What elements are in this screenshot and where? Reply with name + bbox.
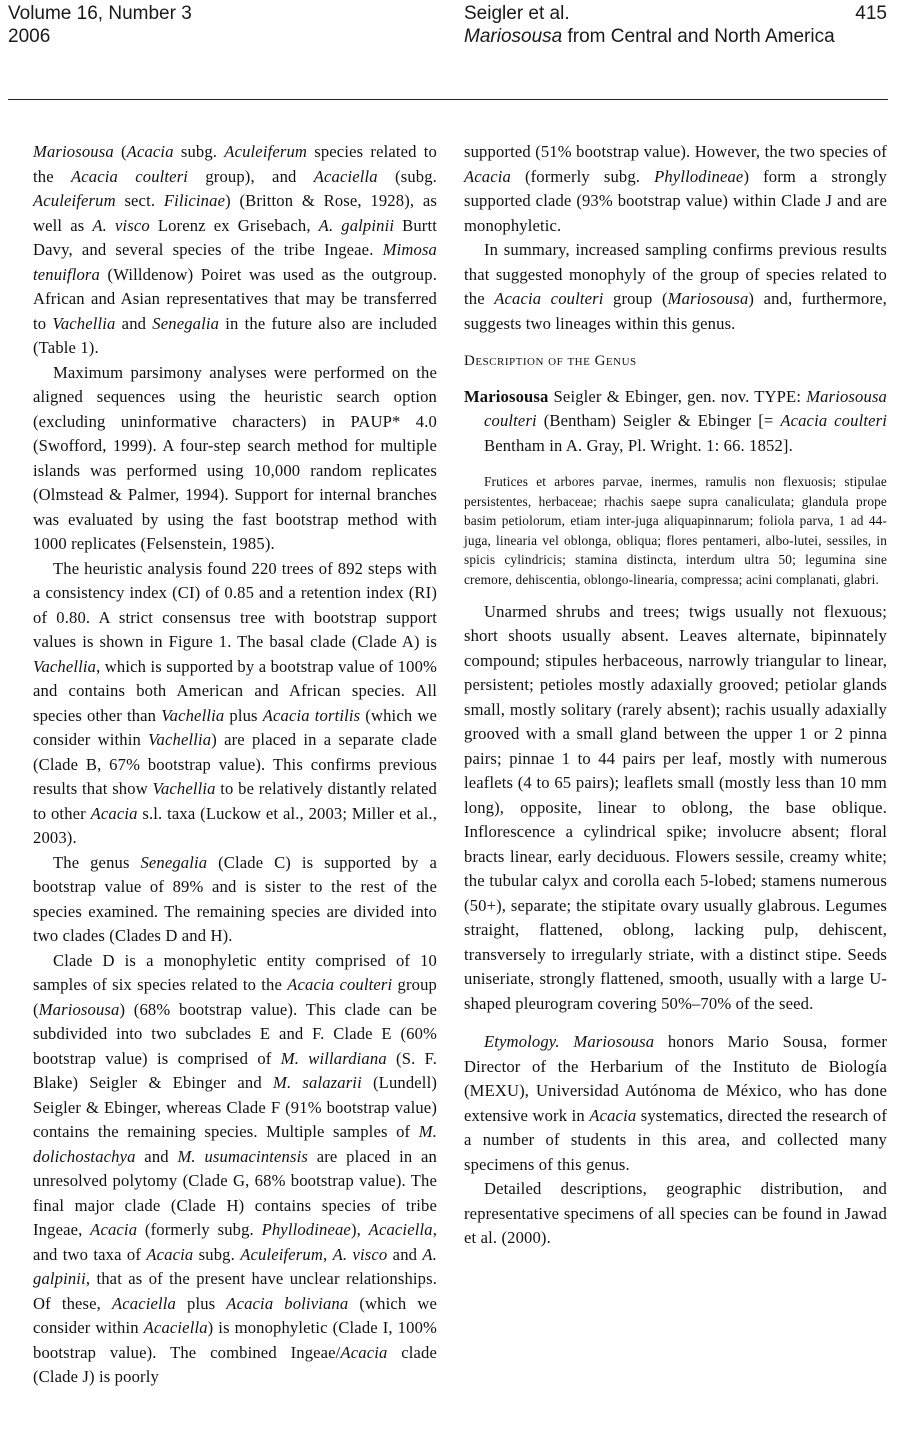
italic-term: Senegalia: [152, 313, 220, 333]
italic-term: Mariosousa: [667, 289, 749, 308]
italic-term: Aculeiferum: [240, 1244, 323, 1264]
italic-term: Acacia: [126, 142, 174, 161]
italic-term: Vachellia: [148, 730, 212, 749]
page-number: 415: [855, 3, 887, 24]
etymology: Etymology. Mariosousa honors Mario Sousa, former Director of the Herbarium of the Instituto de Biología (MEXU), Universidad Autónoma de México, who has done extensive work in Acacia systematics, directed the research of a number of students in this area, and collected many specimens of this genus.: [464, 1032, 887, 1174]
genus-description: Unarmed shrubs and trees; twigs usually not flexuous; short shoots usually absent. Leaves alternate, bipinnately compound; stipules herbaceous, narrowly triangular to linear, persistent; petioles mostly adaxially grooved; petiolar glands small, mostly solitary (rarely absent); rachis usually adaxially grooved with a small gland between the upper 1 or 2 pinna pairs; pinnae 1 to 44 pairs per leaf, mostly with numerous leaflets (4 to 65 pairs); leaflets small (mostly less than 10 mm long), opposite, linear to oblong, the base oblique. Inflorescence a cylindrical spike; involucre absent; floral bracts linear, early deciduous. Flowers sessile, creamy white; the tubular calyx and corolla each 5-lobed; stamens numerous (50+), separate; the stipitate ovary usually glabrous. Legumes straight, flattened, oblong, lacking pulp, dehiscent, transversely to irregularly striate, with a distinct stipe. Seeds uniseriate, strongly flattened, smooth, usually with a large U-shaped pleurogram covering 50%–70% of the seed.: [464, 601, 887, 1013]
paragraph-continued: supported (51% bootstrap value). However, the two species of Acacia (formerly subg. Phyllodineae) form a strongly supported clade (93% bootstrap value) within Clade J and are monophyletic.: [464, 142, 887, 235]
italic-term: A. galpinii: [33, 1244, 437, 1288]
authors: Seigler et al.: [464, 3, 570, 24]
italic-term: Aculeiferum: [224, 142, 308, 161]
italic-term: M. usumacintensis: [177, 1146, 308, 1166]
italic-term: Acacia: [340, 1342, 388, 1362]
closing-paragraph: Detailed descriptions, geographic distribution, and representative specimens of all species can be found in Jawad et al. (2000).: [464, 1179, 887, 1248]
running-title-genus: Mariosousa: [464, 26, 563, 47]
italic-term: Acaciella: [313, 166, 378, 186]
italic-term: Acacia coulteri: [287, 975, 393, 994]
italic-term: Acacia coulteri: [71, 166, 189, 186]
italic-term: Vachellia: [52, 313, 116, 333]
header-rule: [8, 99, 888, 100]
paragraph-senegalia: The genus Senegalia (Clade C) is supported by a bootstrap value of 89% and is sister to the rest of the species examined. The remaining species are divided into two clades (Clades D and H).: [33, 852, 437, 945]
italic-term: Acaciella: [111, 1293, 176, 1313]
italic-term: Vachellia: [33, 656, 97, 676]
italic-term: Acacia: [90, 803, 138, 823]
left-column: [33, 140, 437, 1390]
italic-term: Acaciella: [143, 1318, 208, 1337]
italic-term: Acacia tortilis: [262, 705, 361, 725]
running-title-rest: from Central and North America: [562, 26, 835, 47]
paragraph-methods: Maximum parsimony analyses were performed on the aligned sequences using the heuristic search option (excluding uninformative characters) in PAUP* 4.0 (Swofford, 1999). A four-step search method for multiple islands was performed using 10,000 random replicates (Olmstead & Palmer, 1994). Support for internal branches was evaluated by using the fast bootstrap method with 1000 replicates (Felsenstein, 1985).: [33, 362, 437, 553]
right-column: [464, 140, 887, 1251]
running-header-right: [464, 2, 887, 48]
italic-term: A. galpinii: [318, 215, 395, 235]
italic-term: A. visco: [92, 215, 150, 235]
genus-entry: Mariosousa Seigler & Ebinger, gen. nov. TYPE: Mariosousa coulteri (Bentham) Seigler & Ebinger [= Acacia coulteri Bentham in A. Gray, Pl. Wright. 1: 66. 1852].: [464, 386, 887, 455]
italic-term: M. dolichostachya: [33, 1122, 437, 1166]
italic-term: Acaciella: [368, 1220, 433, 1239]
italic-term: Senegalia: [140, 852, 208, 872]
paragraph-clade-d: Clade D is a monophyletic entity comprised of 10 samples of six species related to the Acacia coulteri group (Mariosousa) (68% bootstrap value). This clade can be subdivided into two subclades E and F. Clade E (60% bootstrap value) is comprised of M. willardiana (S. F. Blake) Seigler & Ebinger and M. salazarii (Lundell) Seigler & Ebinger, whereas Clade F (91% bootstrap value) contains the remaining species. Multiple samples of M. dolichostachya and M. usumacintensis are placed in an unresolved polytomy (Clade G, 68% bootstrap value). The final major clade (Clade H) contains species of tribe Ingeae, Acacia (formerly subg. Phyllodineae), Acaciella, and two taxa of Acacia subg. Aculeiferum, A. visco and A. galpinii, that as of the present have unclear relationships. Of these, Acaciella plus Acacia boliviana (which we consider within Acaciella) is monophyletic (Clade I, 100% bootstrap value). The combined Ingeae/Acacia clade (Clade J) is poorly: [33, 950, 438, 1386]
journal-volume: Volume 16, Number 3: [8, 3, 192, 24]
latin-diagnosis: Frutices et arbores parvae, inermes, ramulis non flexuosis; stipulae persistentes, herbaceae; rhachis saepe supra canaliculata; glandula prope basim petiolorum, etiam inter-juga aliquapinnarum; foliola parva, 1 ad 44-juga, linearia vel oblonga, obliqua; flores pentameri, albo-lutei, sessiles, in spicis cylindricis; stamina distincta, interdum ultra 50; legumina sine cremore, dehiscentia, oblongo-linearia, compressa; acini complanati, glabri.: [464, 474, 887, 587]
italic-term: Phyllodineae: [654, 166, 744, 186]
paragraph: Mariosousa (Acacia subg. Aculeiferum species related to the Acacia coulteri group), and Acaciella (subg. Aculeiferum sect. Filicinae) (Britton & Rose, 1928), as well as A. visco Lorenz ex Grisebach, A. galpinii Burtt Davy, and several species of the tribe Ingeae. Mimosa tenuiflora (Willdenow) Poiret was used as the outgroup. African and Asian representatives that may be transferred to Vachellia and Senegalia in the future also are included (Table 1).: [33, 142, 437, 357]
italic-term: Acacia boliviana: [226, 1293, 349, 1313]
italic-term: M. salazarii: [272, 1073, 362, 1092]
italic-term: Mariosousa: [33, 142, 114, 161]
italic-term: Phyllodineae: [261, 1220, 351, 1239]
italic-term: M. willardiana: [280, 1048, 387, 1068]
italic-term: Etymology.: [484, 1032, 560, 1052]
italic-term: Mariosousa coulteri: [484, 386, 887, 430]
italic-term: Acacia: [90, 1220, 138, 1239]
bold-term: Mariosousa: [464, 386, 549, 406]
italic-term: Mariosousa: [38, 999, 120, 1019]
italic-term: Acacia coulteri: [780, 411, 887, 430]
paragraph-summary: In summary, increased sampling confirms previous results that suggested monophyly of the group of species related to the Acacia coulteri group (Mariosousa) and, furthermore, suggests two lineages within this genus.: [464, 240, 887, 333]
journal-year: 2006: [8, 26, 51, 47]
section-heading: Description of the Genus: [464, 353, 637, 369]
italic-term: Acacia: [464, 166, 511, 186]
italic-term: Vachellia: [161, 705, 225, 725]
italic-term: Mariosousa: [573, 1032, 655, 1052]
italic-term: Acacia: [146, 1244, 194, 1264]
italic-term: Vachellia: [152, 779, 216, 798]
italic-term: Filicinae: [163, 191, 226, 210]
italic-term: A. visco: [332, 1244, 388, 1264]
running-title: [464, 25, 887, 48]
italic-term: Acacia coulteri: [494, 289, 604, 308]
italic-term: Acacia: [589, 1105, 637, 1125]
paragraph-results: The heuristic analysis found 220 trees of 892 steps with a consistency index (CI) of 0.85 and a retention index (RI) of 0.80. A strict consensus tree with bootstrap support values is shown in Figure 1. The basal clade (Clade A) is Vachellia, which is supported by a bootstrap value of 100% and contains both American and African species. All species other than Vachellia plus Acacia tortilis (which we consider within Vachellia) are placed in a separate clade (Clade B, 67% bootstrap value). This confirms previous results that show Vachellia to be relatively distantly related to other Acacia s.l. taxa (Luckow et al., 2003; Miller et al., 2003).: [33, 558, 438, 847]
running-header-left: [8, 2, 192, 48]
italic-term: Aculeiferum: [33, 191, 116, 210]
italic-term: Mimosa tenuiflora: [33, 240, 437, 284]
